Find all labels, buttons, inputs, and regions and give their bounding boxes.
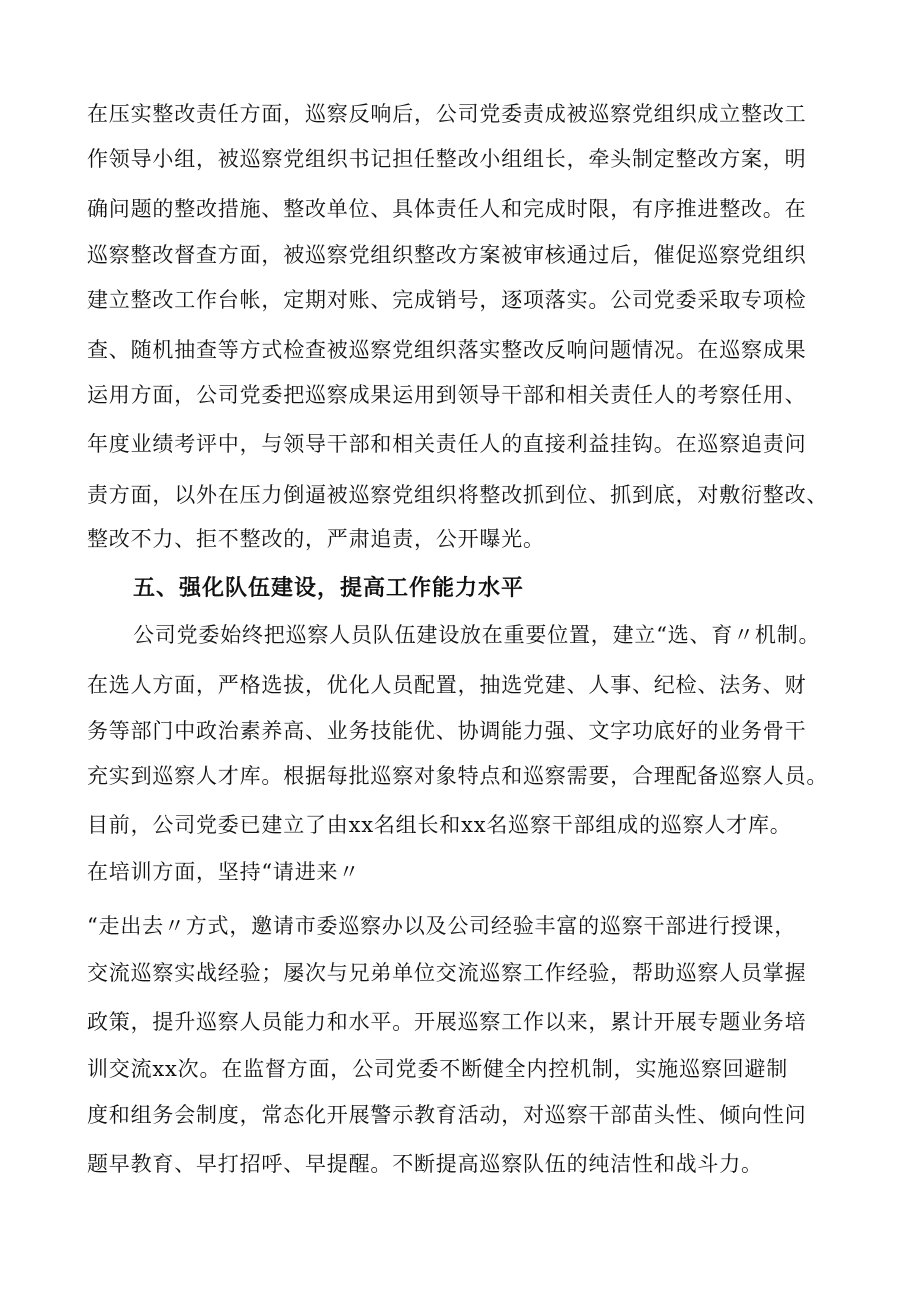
paragraph-line: 充实到巡察人才库。根据每批巡察对象特点和巡察需要，合理配备巡察人员。 bbox=[87, 764, 829, 788]
paragraph-line: 确问题的整改措施、整改单位、具体责任人和完成时限，有序推进整改。在 bbox=[87, 197, 807, 221]
paragraph-line: “走出去〃方式，邀请市委巡察办以及公司经验丰富的巡察干部进行授课， bbox=[87, 914, 797, 938]
paragraph-line: 在选人方面，严格选拔，优化人员配置，抽选党建、人事、纪检、法务、财 bbox=[87, 673, 807, 697]
paragraph-line: 题早教育、早打招呼、早提醒。不断提高巡察队伍的纯洁性和战斗力。 bbox=[87, 1152, 763, 1176]
paragraph-line: 运用方面，公司党委把巡察成果运用到领导干部和相关责任人的考察任用、 bbox=[87, 383, 807, 407]
paragraph-line: 作领导小组，被巡察党组织书记担任整改小组组长，牵头制定整改方案，明 bbox=[87, 147, 807, 171]
paragraph-line: 交流巡察实战经验；屡次与兄弟单位交流巡察工作经验，帮助巡察人员掌握 bbox=[87, 961, 807, 985]
paragraph-line: 务等部门中政治素养高、业务技能优、协调能力强、文字功底好的业务骨干 bbox=[87, 719, 807, 743]
paragraph-line: 政策，提升巡察人员能力和水平。开展巡察工作以来，累计开展专题业务培 bbox=[87, 1010, 807, 1034]
paragraph-line: 在压实整改责任方面，巡察反响后，公司党委责成被巡察党组织成立整改工 bbox=[87, 102, 807, 126]
paragraph-line: 度和组务会制度，常态化开展警示教育活动，对巡察干部苗头性、倾向性问 bbox=[87, 1103, 807, 1127]
paragraph-line: 整改不力、拒不整改的，严肃追责，公开曝光。 bbox=[87, 527, 545, 551]
paragraph-line: 公司党委始终把巡察人员队伍建设放在重要位置，建立“选、育〃机制。 bbox=[133, 623, 821, 647]
paragraph-line: 查、随机抽查等方式检查被巡察党组织落实整改反响问题情况。在巡察成果 bbox=[87, 338, 807, 362]
paragraph-line: 在培训方面，坚持“请进来〃 bbox=[87, 860, 361, 884]
paragraph-line: 目前，公司党委已建立了由xx名组长和xx名巡察干部组成的巡察人才库。 bbox=[87, 813, 792, 837]
section-heading: 五、强化队伍建设，提高工作能力水平 bbox=[133, 576, 525, 601]
paragraph-line: 巡察整改督查方面，被巡察党组织整改方案被审核通过后，催促巡察党组织 bbox=[87, 243, 807, 267]
paragraph-line: 建立整改工作台帐，定期对账、完成销号，逐项落实。公司党委采取专项检 bbox=[87, 288, 807, 312]
paragraph-line: 训交流xx次。在监督方面，公司党委不断健全内控机制，实施巡察回避制 bbox=[87, 1057, 789, 1081]
paragraph-line: 责方面，以外在压力倒逼被巡察党组织将整改抓到位、抓到底，对敷衍整改、 bbox=[87, 483, 829, 507]
paragraph-line: 年度业绩考评中，与领导干部和相关责任人的直接利益挂钩。在巡察追责问 bbox=[87, 432, 807, 456]
